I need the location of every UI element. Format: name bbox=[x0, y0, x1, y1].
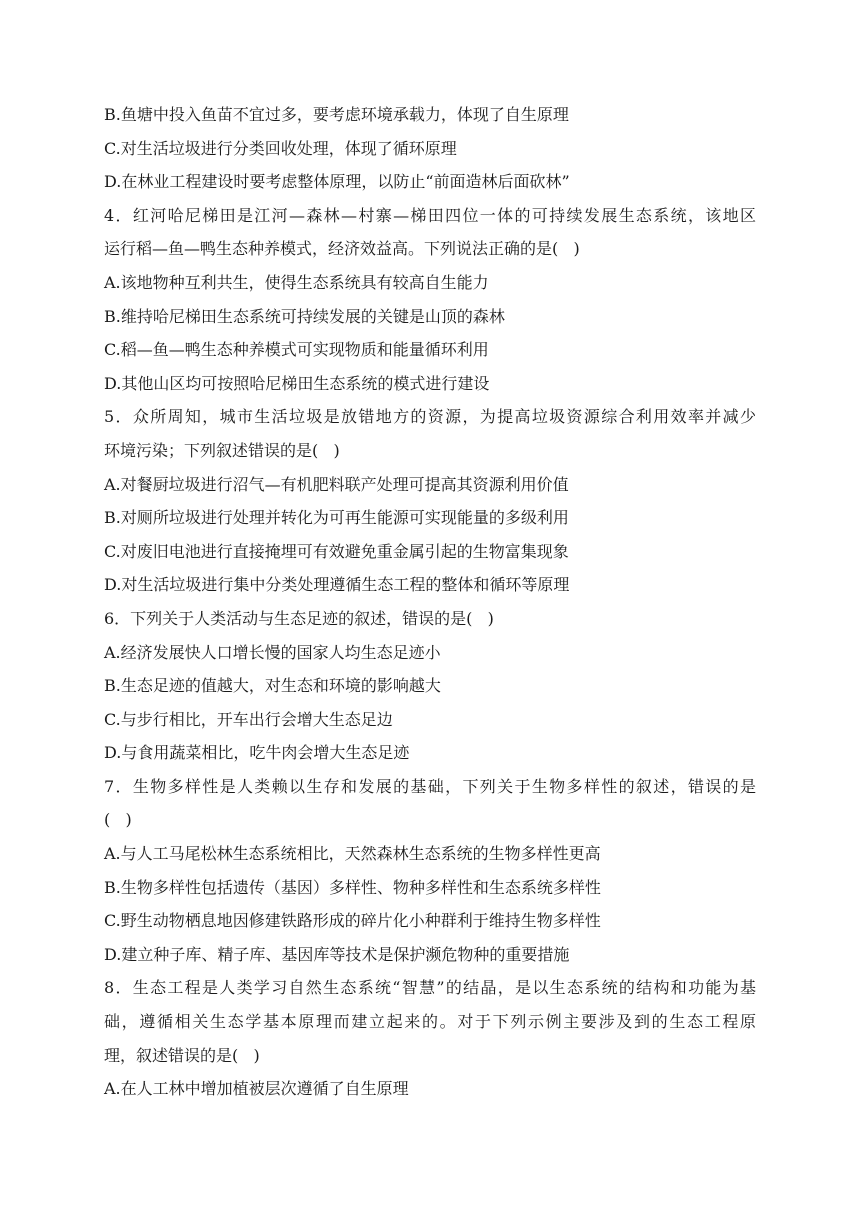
option-line: A.在人工林中增加植被层次遵循了自生原理 bbox=[104, 1079, 409, 1099]
option-line: A.经济发展快人口增长慢的国家人均生态足迹小 bbox=[104, 642, 441, 662]
option-line: D.其他山区均可按照哈尼梯田生态系统的模式进行建设 bbox=[104, 373, 490, 393]
question-5-stem-cont: 环境污染；下列叙述错误的是( ) bbox=[104, 440, 340, 460]
option-line: C.稻—鱼—鸭生态种养模式可实现物质和能量循环利用 bbox=[104, 340, 489, 360]
question-8-stem: 8．生态工程是人类学习自然生态系统“智慧”的结晶，是以生态系统的结构和功能为基 bbox=[104, 978, 756, 998]
option-line: B.对厕所垃圾进行处理并转化为可再生能源可实现能量的多级利用 bbox=[104, 508, 569, 528]
document-body bbox=[104, 98, 756, 1106]
option-line: A.该地物种互利共生，使得生态系统具有较高自生能力 bbox=[104, 272, 489, 292]
question-6-stem: 6．下列关于人类活动与生态足迹的叙述，错误的是( ) bbox=[104, 608, 494, 628]
option-line: C.对废旧电池进行直接掩埋可有效避免重金属引起的生物富集现象 bbox=[104, 541, 569, 561]
question-5-stem: 5．众所周知，城市生活垃圾是放错地方的资源，为提高垃圾资源综合利用效率并减少 bbox=[104, 407, 756, 427]
option-line: B.生物多样性包括遗传（基因）多样性、物种多样性和生态系统多样性 bbox=[104, 877, 601, 897]
question-8-stem-cont: 础，遵循相关生态学基本原理而建立起来的。对于下列示例主要涉及到的生态工程原 bbox=[104, 1012, 756, 1032]
option-line: B.维持哈尼梯田生态系统可持续发展的关键是山顶的森林 bbox=[104, 306, 505, 326]
question-8-stem-end: 理，叙述错误的是( ) bbox=[104, 1045, 260, 1065]
question-4-stem: 4．红河哈尼梯田是江河—森林—村寨—梯田四位一体的可持续发展生态系统，该地区 bbox=[104, 205, 756, 225]
option-line: D.建立种子库、精子库、基因库等技术是保护濒危物种的重要措施 bbox=[104, 944, 570, 964]
option-line: D.对生活垃圾进行集中分类处理遵循生态工程的整体和循环等原理 bbox=[104, 575, 570, 595]
question-7-stem: 7．生物多样性是人类赖以生存和发展的基础，下列关于生物多样性的叙述，错误的是 bbox=[104, 776, 756, 796]
question-7-stem-cont: ( ) bbox=[104, 810, 132, 830]
option-line: C.对生活垃圾进行分类回收处理，体现了循环原理 bbox=[104, 138, 457, 158]
option-line: A.对餐厨垃圾进行沼气—有机肥料联产处理可提高其资源利用价值 bbox=[104, 474, 569, 494]
option-line: D.在林业工程建设时要考虑整体原理，以防止“前面造林后面砍林” bbox=[104, 172, 570, 192]
option-line: B.鱼塘中投入鱼苗不宜过多，要考虑环境承载力，体现了自生原理 bbox=[104, 105, 569, 124]
option-line: A.与人工马尾松林生态系统相比，天然森林生态系统的生物多样性更高 bbox=[104, 844, 601, 864]
option-line: D.与食用蔬菜相比，吃牛肉会增大生态足迹 bbox=[104, 743, 410, 763]
question-4-stem-cont: 运行稻—鱼—鸭生态种养模式，经济效益高。下列说法正确的是( ) bbox=[104, 239, 580, 259]
option-line: C.野生动物栖息地因修建铁路形成的碎片化小种群利于维持生物多样性 bbox=[104, 911, 601, 931]
option-line: B.生态足迹的值越大，对生态和环境的影响越大 bbox=[104, 676, 441, 696]
option-line: C.与步行相比，开车出行会增大生态足边 bbox=[104, 709, 393, 729]
